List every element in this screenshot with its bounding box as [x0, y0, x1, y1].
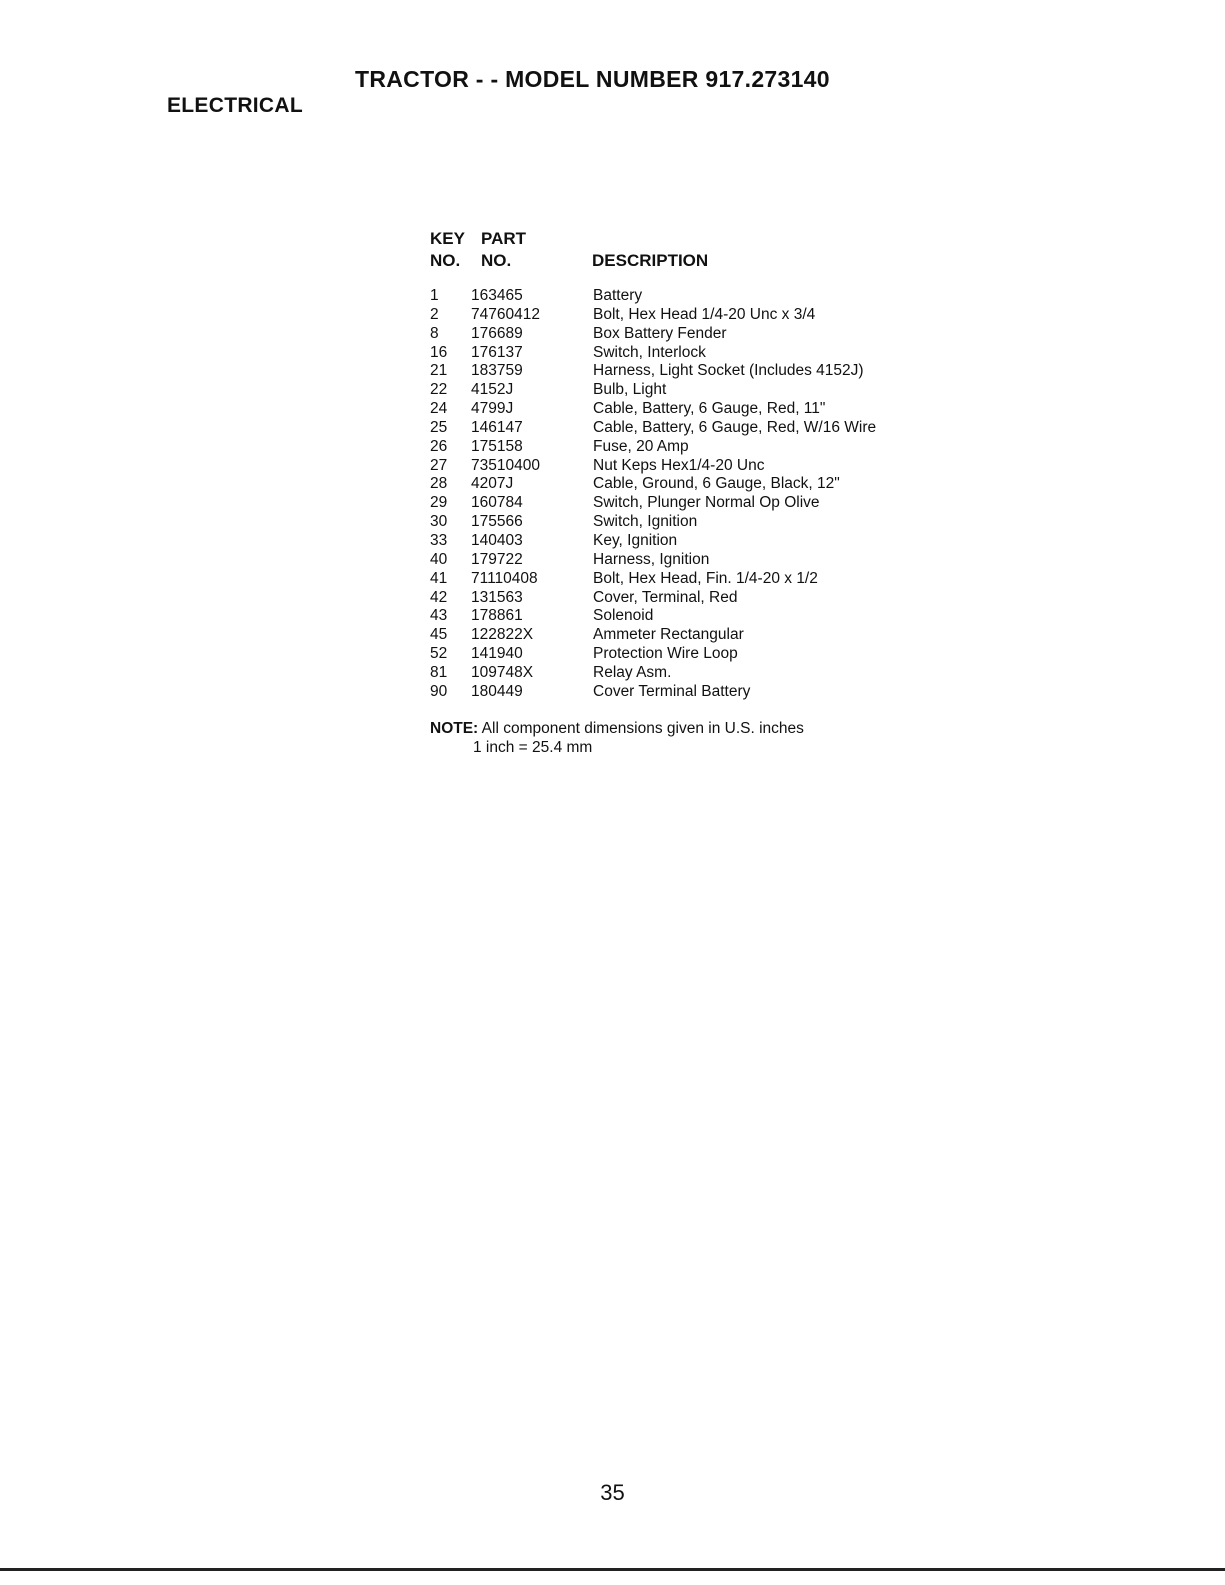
- column-header-part-line1: PART: [481, 229, 527, 248]
- parts-row: [430, 457, 950, 476]
- part-no: 178861: [471, 607, 523, 625]
- parts-row: [430, 438, 950, 457]
- part-no: 74760412: [471, 305, 540, 323]
- part-description: Solenoid: [593, 607, 654, 625]
- part-description: Bolt, Hex Head 1/4-20 Unc x 3/4: [593, 305, 816, 323]
- part-no: 122822X: [471, 626, 534, 644]
- part-no: 4799J: [471, 400, 514, 418]
- parts-row: [430, 513, 950, 532]
- part-key-no: 45: [430, 626, 448, 644]
- part-key-no: 22: [430, 381, 448, 399]
- part-no: 180449: [471, 682, 523, 700]
- parts-row: [430, 344, 950, 363]
- note-line2: 1 inch = 25.4 mm: [473, 739, 593, 756]
- part-description: Battery: [593, 287, 643, 304]
- column-header-part-line2: NO.: [481, 251, 512, 270]
- part-description: Ammeter Rectangular: [593, 626, 744, 644]
- bottom-rule: [0, 1568, 1225, 1571]
- part-no: 175158: [471, 437, 523, 455]
- part-key-no: 24: [430, 400, 448, 418]
- part-key-no: 42: [430, 588, 448, 606]
- parts-row: [430, 400, 950, 419]
- part-description: Box Battery Fender: [593, 324, 727, 342]
- part-key-no: 29: [430, 494, 448, 512]
- part-description: Switch, Ignition: [593, 513, 698, 531]
- part-description: Cable, Battery, 6 Gauge, Red, W/16 Wire: [593, 418, 877, 436]
- part-no: 176689: [471, 324, 523, 342]
- parts-row: [430, 287, 950, 306]
- part-description: Cover Terminal Battery: [593, 682, 751, 700]
- column-header-description: DESCRIPTION: [592, 251, 709, 270]
- section-title: ELECTRICAL: [167, 94, 303, 117]
- part-description: Cable, Battery, 6 Gauge, Red, 11": [593, 400, 826, 418]
- part-key-no: 43: [430, 607, 448, 625]
- part-description: Switch, Interlock: [593, 343, 706, 361]
- parts-row: [430, 494, 950, 513]
- part-key-no: 52: [430, 645, 448, 663]
- parts-row: [430, 475, 950, 494]
- part-key-no: 40: [430, 550, 448, 568]
- parts-list: [430, 287, 950, 702]
- parts-row: [430, 551, 950, 570]
- part-key-no: 25: [430, 418, 448, 436]
- part-description: Key, Ignition: [593, 531, 678, 549]
- part-key-no: 28: [430, 475, 448, 493]
- part-no: 146147: [471, 418, 523, 436]
- part-no: 163465: [471, 287, 523, 304]
- part-key-no: 90: [430, 682, 448, 700]
- part-key-no: 8: [430, 324, 439, 342]
- part-key-no: 26: [430, 437, 448, 455]
- parts-row: [430, 607, 950, 626]
- column-header-key-line1: KEY: [430, 229, 465, 248]
- part-description: Relay Asm.: [593, 663, 672, 681]
- part-description: Protection Wire Loop: [593, 645, 738, 663]
- part-description: Harness, Ignition: [593, 550, 710, 568]
- part-no: 109748X: [471, 663, 534, 681]
- part-no: 4207J: [471, 475, 514, 493]
- part-key-no: 16: [430, 343, 448, 361]
- parts-row: [430, 626, 950, 645]
- part-no: 160784: [471, 494, 523, 512]
- column-header-key-line2: NO.: [430, 251, 461, 270]
- part-key-no: 27: [430, 456, 448, 474]
- part-key-no: 41: [430, 569, 448, 587]
- parts-row: [430, 589, 950, 608]
- parts-row: [430, 381, 950, 400]
- part-key-no: 1: [430, 287, 439, 304]
- part-no: 4152J: [471, 381, 514, 399]
- part-no: 183759: [471, 362, 523, 380]
- part-key-no: 30: [430, 513, 448, 531]
- part-description: Cover, Terminal, Red: [593, 588, 738, 606]
- parts-row: [430, 683, 950, 702]
- part-description: Bolt, Hex Head, Fin. 1/4-20 x 1/2: [593, 569, 818, 587]
- part-no: 73510400: [471, 456, 540, 474]
- part-description: Harness, Light Socket (Includes 4152J): [593, 362, 864, 380]
- part-no: 176137: [471, 343, 523, 361]
- part-key-no: 2: [430, 305, 439, 323]
- part-description: Bulb, Light: [593, 381, 667, 399]
- parts-row: [430, 570, 950, 589]
- page-title: TRACTOR - - MODEL NUMBER 917.273140: [355, 66, 830, 92]
- part-description: Switch, Plunger Normal Op Olive: [593, 494, 820, 512]
- note-label: NOTE:: [430, 720, 479, 737]
- part-no: 140403: [471, 531, 523, 549]
- page-number: 35: [600, 1480, 625, 1505]
- part-no: 131563: [471, 588, 523, 606]
- parts-row: [430, 325, 950, 344]
- parts-row: [430, 362, 950, 381]
- parts-row: [430, 419, 950, 438]
- part-key-no: 21: [430, 362, 448, 380]
- part-no: 141940: [471, 645, 523, 663]
- part-description: Fuse, 20 Amp: [593, 437, 689, 455]
- part-key-no: 81: [430, 663, 448, 681]
- parts-row: [430, 532, 950, 551]
- parts-row: [430, 645, 950, 664]
- note: [430, 719, 804, 756]
- part-no: 71110408: [471, 569, 538, 587]
- note-line1: All component dimensions given in U.S. inches: [481, 720, 804, 737]
- parts-row: [430, 306, 950, 325]
- part-description: Cable, Ground, 6 Gauge, Black, 12": [593, 475, 840, 493]
- parts-row: [430, 664, 950, 683]
- part-description: Nut Keps Hex1/4-20 Unc: [593, 456, 765, 474]
- part-no: 179722: [471, 550, 523, 568]
- part-no: 175566: [471, 513, 523, 531]
- part-key-no: 33: [430, 531, 448, 549]
